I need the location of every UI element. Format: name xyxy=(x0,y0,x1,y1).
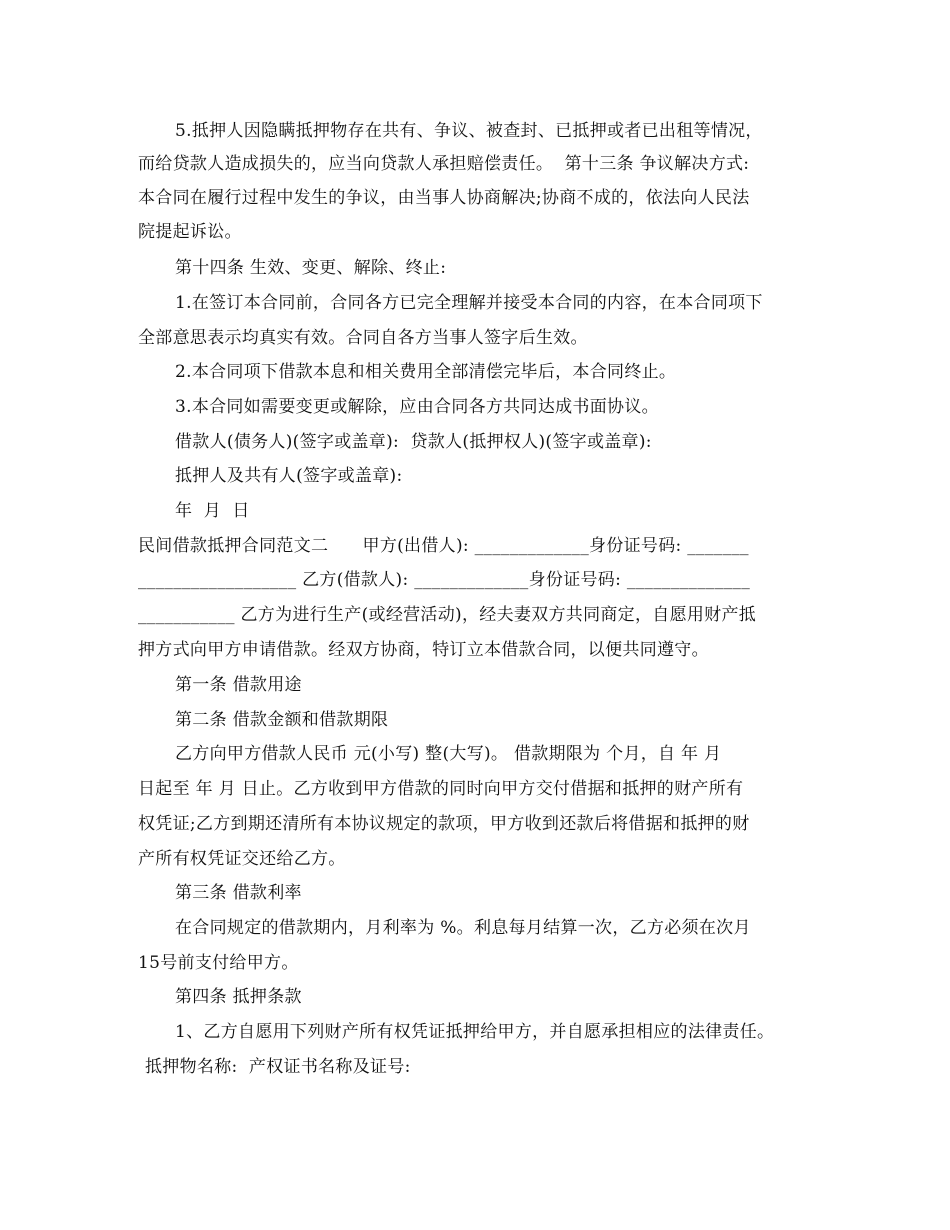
text-line: 3.本合同如需要变更或解除，应由合同各方共同达成书面协议。 xyxy=(175,397,659,417)
signature-line: 借款人(债务人)(签字或盖章): 贷款人(抵押权人)(签字或盖章): xyxy=(175,432,652,452)
section-heading: 第一条 借款用途 xyxy=(175,675,302,695)
document-title-line: 民间借款抵押合同范文二 甲方(出借人): _____________身份证号码: _______ xyxy=(138,536,749,556)
text-line: 2.本合同项下借款本息和相关费用全部清偿完毕后，本合同终止。 xyxy=(175,362,677,382)
section-heading: 第十四条 生效、变更、解除、终止: xyxy=(175,258,447,278)
text-line: 本合同在履行过程中发生的争议，由当事人协商解决;协商不成的，依法向人民法 xyxy=(138,188,750,208)
text-line: 而给贷款人造成损失的，应当向贷款人承担赔偿责任。 第十三条 争议解决方式: xyxy=(138,154,750,174)
text-line: ___________ 乙方为进行生产(或经营活动)，经夫妻双方共同商定，自愿用财产抵 xyxy=(138,605,757,625)
text-line: __________________ 乙方(借款人): _____________身份证号码: ______________ xyxy=(138,570,751,590)
text-line: 权凭证;乙方到期还清所有本协议规定的款项，甲方收到还款后将借据和抵押的财 xyxy=(138,814,750,834)
text-line: 1、乙方自愿用下列财产所有权凭证抵押给甲方，并自愿承担相应的法律责任。 xyxy=(175,1022,775,1042)
text-line: 抵押物名称: 产权证书名称及证号: xyxy=(145,1057,411,1077)
text-line: 院提起诉讼。 xyxy=(138,222,242,242)
section-heading: 第二条 借款金额和借款期限 xyxy=(175,710,389,730)
section-heading: 第四条 抵押条款 xyxy=(175,987,302,1007)
text-line: 日起至 年 月 日止。乙方收到甲方借款的同时向甲方交付借据和抵押的财产所有 xyxy=(138,779,744,799)
text-line: 15号前支付给甲方。 xyxy=(138,953,299,973)
text-line: 在合同规定的借款期内，月利率为 %。利息每月结算一次，乙方必须在次月 xyxy=(175,918,751,938)
date-line: 年 月 日 xyxy=(175,501,250,521)
text-line: 产所有权凭证交还给乙方。 xyxy=(138,849,346,869)
text-line: 5.抵押人因隐瞒抵押物存在共有、争议、被查封、已抵押或者已出租等情况， xyxy=(175,121,763,141)
section-heading: 第三条 借款利率 xyxy=(175,883,302,903)
text-line: 押方式向甲方申请借款。经双方协商，特订立本借款合同，以便共同遵守。 xyxy=(138,640,709,660)
text-line: 乙方向甲方借款人民币 元(小写) 整(大写)。 借款期限为 个月，自 年 月 xyxy=(175,744,722,764)
text-line: 全部意思表示均真实有效。合同自各方当事人签字后生效。 xyxy=(138,328,588,348)
signature-line: 抵押人及共有人(签字或盖章): xyxy=(175,466,403,486)
text-line: 1.在签订本合同前，合同各方已完全理解并接受本合同的内容，在本合同项下 xyxy=(175,293,763,313)
